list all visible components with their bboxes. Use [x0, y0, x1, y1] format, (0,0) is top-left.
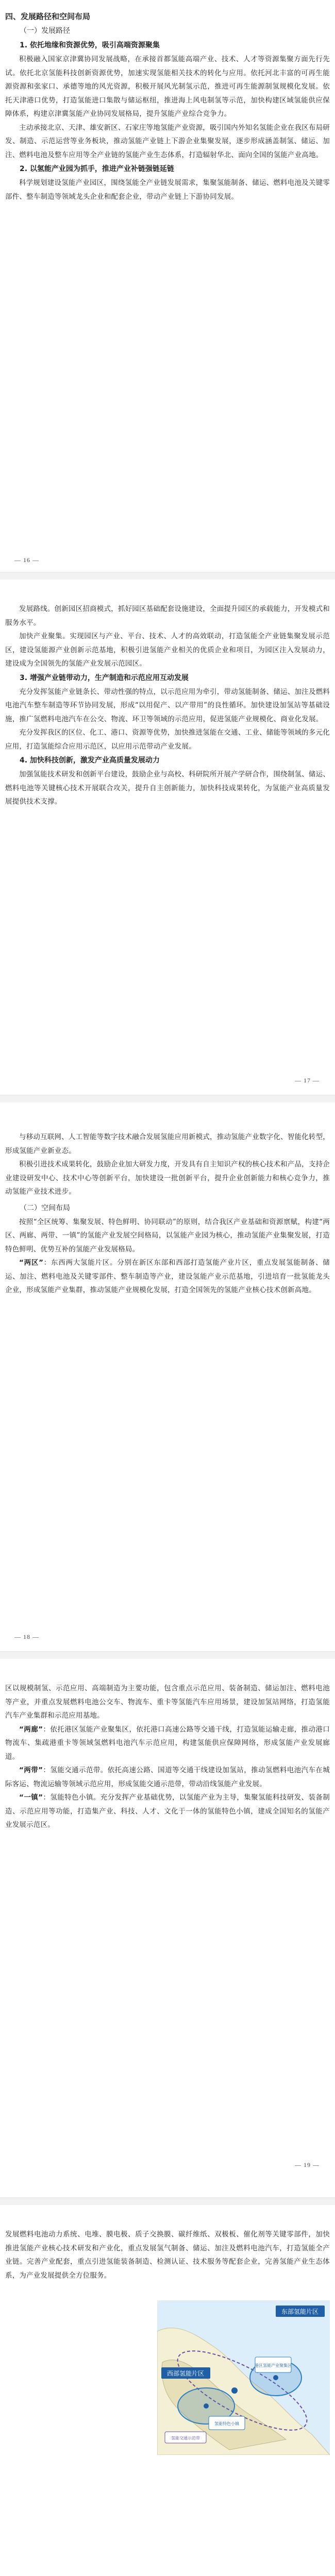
port-cluster-label: 港区氢能产业聚集区 — [255, 2363, 292, 2368]
paragraph: 加强氢能技术研发和创新平台建设，鼓励企业与高校、科研院所开展产学研合作，围绕制氢、储运、燃料电池等关键核心技术开展联合攻关，提升自主创新能力，加快科技成果转化，为氢能产业高质量发展提供技术支撑。 — [5, 770, 330, 806]
west-zone-label: 西部氢能片区 — [166, 2370, 205, 2377]
map-marker — [273, 2375, 278, 2380]
page-number: — 17 — — [295, 1077, 320, 1084]
page-divider — [0, 1651, 335, 1659]
heading-1: 1. 依托地缘和资源优势，吸引高端资源聚集 — [20, 41, 160, 49]
map-figure — [157, 2300, 330, 2455]
document-page-2 — [0, 580, 335, 1095]
paragraph — [5, 1256, 330, 1297]
paragraph: 积极融入国家京津冀协同发展战略，在承接首都氢能高端产业、技术、人才等资源集聚方面先行先试。依托北京氢能科技创新资源优势，加速实现氢能相关技术的转化与应用。依托河北丰富的可再生能源资源和张家口、承德等地的风光资源，积极开展风光制氢示范，推进可再生能源制氢规模化发展。依托天津港口优势，打造氢能进口集散与储运枢纽，推进海上风电制氢等示范，加快构建区域氢能供应保障体系，构建京津冀氢能产业协同发展格局，提升氢能产业综合竞争力。 — [5, 55, 330, 118]
paragraph-body: ：依托港区氢能产业聚集区，依托港口高速公路等交通干线，打造氢能运输走廊，推动港口物流车、集疏港重卡等领域氢燃料电池汽车示范应用，构建氢能供应保障网络，形成氢能产业发展廊道。 — [5, 1725, 330, 1761]
paragraph — [5, 1791, 330, 1832]
document-page-3 — [0, 1103, 335, 1618]
map-marker — [231, 2387, 238, 2394]
paragraph: 与移动互联网、人工智能等数字技术融合发展氢能应用新模式，推动氢能产业数字化、智能化转型，形成氢能产业新业态。 — [5, 1133, 330, 1155]
document-page-1 — [0, 0, 335, 577]
heading-4: 4. 加快科技创新，激发产业高质量发展动力 — [20, 756, 160, 765]
paragraph: 区以规模制氢、示范应用、高端制造为主要功能，包含重点示范应用、装备制造、储运加注、燃料电池等产业，并重点发展燃料电池公交车、物流车、重卡等氢能汽车应用场景，建设加氢站网络，打造氢能汽车产业集群和示范应用基地。 — [5, 1684, 330, 1720]
paragraph: 加快产业聚集。实现园区与产业、平台、技术、人才的高效联动，打造氢能全产业链集聚发展示范区，建设氢能源产业创新示范基地，积极引进氢能产业相关的优质企业和项目，为园区注入发展动力，建设成为全国领先的氢能产业发展示范园区。 — [5, 632, 330, 668]
page-number: — 18 — — [14, 1633, 39, 1640]
east-zone-label: 东部氢能片区 — [281, 2308, 319, 2315]
paragraph-body: ：东西两大氢能片区。分别在新区东部和西部打造氢能产业片区，重点发展氢能制备、储运、加注、燃料电池及关键零部件、整车制造等产业，建设氢能产业示范基地，引进培育一批氢能龙头企业，形成氢能产业集群，推动氢能产业规模化发展，打造全国领先的氢能产业核心技术创新高地。 — [5, 1259, 330, 1294]
paragraph-body: ：氢能交通示范带。依托高速公路、国道等交通干线建设加氢站，推动氢燃料电池汽车在城际客运、物流运输等领域示范应用，形成氢能交通示范带，带动沿线氢能产业发展。 — [5, 1766, 330, 1788]
label-one-town: “一镇” — [19, 1793, 43, 1802]
paragraph-body: ：氢能特色小镇。充分发挥产业基础优势，以氢能产业为主导，集聚氢能科技研发、装备制造、示范应用等功能，打造集产业、科技、人才、文化于一体的氢能特色小镇，建成全国知名的氢能产业发展示范区。 — [5, 1793, 330, 1829]
label-two-zones: “两区” — [19, 1259, 44, 1267]
paragraph — [5, 1723, 330, 1764]
label-two-belts: “两带” — [19, 1766, 43, 1774]
page-divider — [0, 1095, 335, 1103]
paragraph: 发展燃料电池动力系统、电堆、膜电极、质子交换膜、碳纤维纸、双极板、催化剂等关键零部件，加快推进氢能产业核心技术研发和产业化，重点发展氢气制备、储运、加注及燃料电池汽车，打造氢能全产业链。完善产业配套，重点引进氢能装备制造、检测认证、技术服务等配套企业，完善氢能产业生态体系，为产业发展提供全方位服务。 — [5, 2230, 330, 2280]
paragraph: 发展路线。创新园区招商模式，抓好园区基础配套设施建设，全面提升园区的承载能力，开发模式和服务水平。 — [5, 605, 330, 627]
paragraph: 科学规划建设氢能产业园区，围绕氢能全产业链发展需求，集聚氢能制备、储运、燃料电池及关键零部件、整车制造等领域龙头企业和配套企业，带动产业链上下游协同发展。 — [5, 179, 330, 201]
page-divider — [0, 2197, 335, 2206]
map-marker — [204, 2403, 209, 2409]
layout-map — [157, 2300, 330, 2455]
paragraph: 按照“全区统筹、集聚发展、特色鲜明、协同联动”的原则，结合我区产业基础和资源禀赋，构建“两区、两廊、两带、一镇”的氢能产业发展空间格局，以氢能产业园为核心，推动氢能产业集聚发展，打造特色鲜明、优势互补的氢能产业发展格局。 — [5, 1217, 330, 1253]
paragraph: 充分发挥氢能产业链条长、带动性强的特点，以示范应用为牵引，带动氢能制备、储运、加注及燃料电池汽车整车制造等环节协同发展，形成“以用促产、以产带用”的良性循环。加快建设加氢站等基础设施，推广氢燃料电池汽车在公交、物流、环卫等领域的示范应用，促进氢能产业规模化、商业化发展。 — [5, 687, 330, 723]
page-number: — 16 — — [14, 556, 39, 564]
subsection-title: （一）发展路径 — [20, 27, 70, 35]
heading-2: 2. 以氢能产业园为抓手，推进产业补链强链延链 — [20, 165, 174, 173]
page-divider — [0, 572, 335, 580]
town-label: 氢能特色小镇 — [214, 2421, 239, 2426]
subsection-title: （二）空间布局 — [20, 1204, 70, 1212]
label-two-corridors: “两廊” — [19, 1725, 43, 1734]
paragraph: 积极引进技术成果转化，鼓励企业加大研发力度，开发具有自主知识产权的核心技术和产品，支持企业建设研发中心、技术中心等创新平台，加快建设一批创新平台，提升企业创新能力和核心竞争力，推动氢能产业技术进步。 — [5, 1160, 330, 1196]
document-page-4 — [0, 1659, 335, 2195]
paragraph: 主动承接北京、天津、雄安新区、石家庄等地氢能产业资源，吸引国内外知名氢能企业在我区布局研发、制造、示范运营等业务板块，推动氢能产业链上下游企业集聚发展，逐步形成涵盖制氢、储运、加注、燃料电池及整车应用等全产业链的氢能产业生态体系，打造辐射华北、面向全国的氢能产业高地。 — [5, 123, 330, 159]
belt-label: 氢能交通示范带 — [171, 2436, 200, 2441]
heading-3: 3. 增强产业链带动力，生产制造和示范应用互动发展 — [20, 673, 189, 682]
paragraph — [5, 1764, 330, 1791]
page-number: — 19 — — [295, 2161, 320, 2168]
section-title: 四、发展路径和空间布局 — [5, 12, 91, 21]
paragraph: 充分发挥我区的区位、化工、港口、资源等优势，加快推进氢能在交通、工业、储能等领域的多元化应用，打造氢能综合应用示范区，以应用示范带动产业发展。 — [5, 728, 330, 751]
